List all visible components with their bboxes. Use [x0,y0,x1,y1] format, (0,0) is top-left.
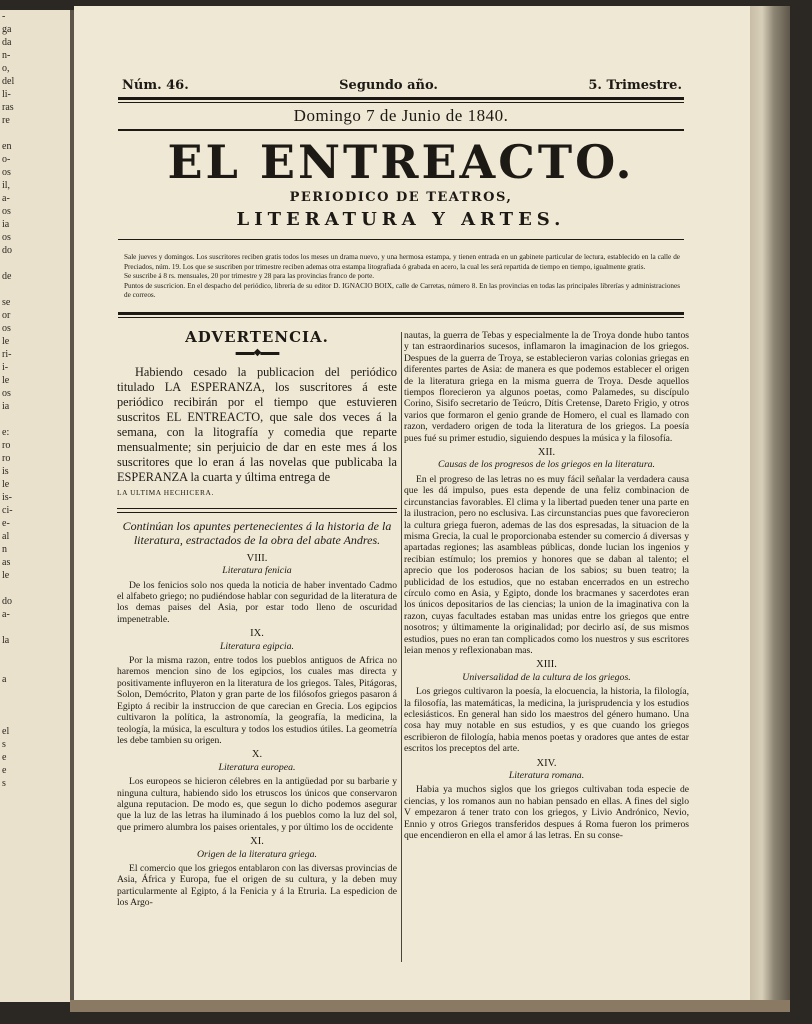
newspaper-subtitle-arts: LITERATURA Y ARTES. [236,209,566,230]
left-page-fragment: do [2,245,12,256]
section-number: XIII. [536,659,557,671]
section-body: Habia ya muchos siglos que los griegos cultivaban toda especie de ciencias, y los romanos aun no habian pensado en ellas. A fines del siglo V empezaron á tener trato con los griegos, y Livio Andrónico, Nevio, Ennio y otros Griegos transferidos despues á Roma fueron los primeros que encendieron en ella el amor á las letras. En su conse- [404,784,689,842]
subscription-notice [124,253,680,301]
section-title: Literatura egipcia. [219,640,295,652]
advert-body [117,365,397,500]
left-column [117,330,397,909]
left-page-fragment: del [2,76,15,87]
left-page-fragment [0,283,70,296]
left-page-fragment: o, [2,63,10,74]
section-number: XI. [250,836,264,848]
left-page-fragment: is- [2,492,12,503]
left-page-fragment [0,712,70,725]
date-rule [118,129,684,131]
advert-text: Habiendo cesado la publicacion del periódico titulado LA ESPERANZA, los suscritores á este periódico recibirán por el tiempo que estuvieren suscritos EL ENTREACTO, que sale dos veces á la semana, con la litografía y comedia que reparte mensualmente; sin perjuicio de dar en este mes á los suscritores que lo eran á las novelas que publicaba la ESPERANZA la cuarta y última entrega de [117,364,397,484]
notice-line-2: Se suscribe á 8 rs. mensuales, 20 por trimestre y 28 para las provincias franco de porte. [124,272,375,281]
left-page-fragment: os [2,206,11,217]
left-page-fragment: e: [2,427,10,438]
left-page-fragment: is [2,466,9,477]
section-number: VIII. [246,552,268,564]
left-page-fragment: le [2,570,10,581]
page-edge-shadow [750,6,790,1002]
left-page-fragment [0,621,70,634]
issue-date: Domingo 7 de Junio de 1840. [293,106,509,125]
left-page-fragment: ci- [2,505,13,516]
left-page-fragment: de [2,271,12,282]
left-page-fragment: e- [2,518,10,529]
left-page-fragment: ras [2,102,14,113]
left-page-fragment: el [2,726,10,737]
left-page-fragment: li- [2,89,11,100]
section-number: IX. [250,628,264,640]
left-page-fragment [0,686,70,699]
left-page-fragment: e [2,765,7,776]
left-page-fragment: n [2,544,7,555]
left-page-fragment [0,257,70,270]
left-page-edge [0,10,72,1002]
section-body: De los fenicios solo nos queda la noticia de haber inventado Cadmo el alfabeto griego; no pudiéndose hablar con seguridad de la literatura de los demas paises del Asia, por estar todo lleno de oscuridad impenetrable. [117,579,397,625]
left-page-fragment: le [2,479,10,490]
section-number: XII. [537,447,556,459]
left-page-fragment: a- [2,609,10,620]
left-page-fragment: re [2,115,10,126]
left-page-fragment: al [2,531,10,542]
publication-year: Segundo año. [339,77,438,93]
masthead-info [122,76,682,94]
newspaper-page [74,6,750,1002]
left-page-fragment: os [2,323,11,334]
left-page-fragment: - [2,11,6,22]
left-page-fragment: ga [2,24,12,35]
left-page-fragment: ro [2,453,11,464]
ornament: ▬▬◆▬▬ [235,347,279,359]
section-rule [117,508,397,509]
section-number: X. [251,749,263,761]
section-number: XIV. [536,757,557,769]
left-page-fragment: as [2,557,11,568]
left-page-fragment: os [2,232,11,243]
section-body: En el progreso de las letras no es muy fácil señalar la verdadera causa que les dá impulso, pues esta depende de una feliz combinacion de circunstancias favorables. El clima y la libertad pueden tener una parte en la ilustracion, pero no esclusiva. Las circunstancias pues que favorecieron la cultura griega fueron, ademas de las dos espresadas, la situacion de la misma Grecia, la cual le proporcionaba estender su comercio á diversas y apartadas regiones; las asambleas públicas, donde lucian los ingenios y recibian estímulo; los premios y honores que se daban al talento; el aprecio que los poderosos hacian de los sabios; su buen teatro; la publicidad de los estudios, que no estaban encerrados en un estrecho círculo como en Asia, y Egipto, donde los bracmanes y sacerdotes eran los únicos depositarios de las ciencias; la union de la imaginativa con la razon, cuyas facultades estaban mas unidas entre los griegos que entre nosotros; y últimamente la originalidad; por decirlo así, de sus mismos estudios, pues no eran tan complicados como los nuestros y sus escritores leian menos y reflexionaban mas. [404,473,689,656]
left-page-fragment: do [2,596,12,607]
notice-line-3: Puntos de suscricion. En el despacho del periódico, librería de su editor D. IGNACIO BOIX, calle de Carretas, número 8. En las provincias en todas las principales librerías y administraciones de correos. [124,281,680,300]
left-page-fragment [0,413,70,426]
newspaper-subtitle: PERIODICO DE TEATROS, [289,190,513,205]
masthead-rule-top [118,97,684,100]
notice-line-1: Sale jueves y domingos. Los suscritores reciben gratis todos los meses un drama nuevo, y una hermosa estampa, y tienen entrada en un gabinete particular de lectura, establecido en la calle de Preciados, núm. 19. Los que se suscriben por trimestre reciben ademas otra estampa litografiada ó grabada en acero, la cual les será repartida de tiempo en tiempo, igualmente gratis. [124,253,680,271]
notice-rule-thin [118,317,684,318]
left-page-fragment [0,582,70,595]
section-rule-thin [117,512,397,513]
section-title: Universalidad de la cultura de los griegos. [462,671,631,683]
left-page-fragment: il, [2,180,11,191]
left-page-fragment: en [2,141,12,152]
left-page-fragment: ia [2,401,10,412]
left-page-fragment: a- [2,193,10,204]
left-page-fragment: la [2,635,10,646]
subtitle-rule [118,239,684,240]
continued-text: nautas, la guerra de Tebas y especialmente la de Troya donde hubo tantos y tan estraordinarios sucesos, inflamaron la imaginacion de los griegos. Despues de la guerra de Troya, se establecieron varias colonias griegas en diferentes partes de Asia: de manera es que podemos establecer el origen de la literatura griega en la misma guerra de Troya. Desde aquellos tiempos florecieron ya algunos poetas, como Palamedes, su discípulo Corino, Sisifo secretario de Teúcro, Dítis Cretense, Dareto Frigio, y otros varios que formaron el genio grande de Homero, el cual es llamado con razon, verdadero origen de toda la literatura de los griegos. La poesía pues fué su primer estudio, siguiendo despues la música y la filosofía. [404,330,689,444]
masthead-rule-top-thin [118,102,684,103]
section-body: Los griegos cultivaron la poesía, la elocuencia, la historia, la filología, la filosofía, las matemáticas, la medicina, la jurisprudencia y los estudios eclesiásticos. En general han sido los maestros del género humano. Una cosa hay muy notable en sus estudios, y es que cuando los griegos escribieron de filología, habia menos poetas y oradores que antes de estar escritos los preceptos del arte. [404,686,689,755]
advert-title: ADVERTENCIA. [185,328,329,346]
left-page-fragment [0,127,70,140]
quarter: 5. Trimestre. [588,77,682,93]
left-page-fragment: ro [2,440,11,451]
notice-rule [118,312,684,315]
series-intro: Continúan los apuntes pertenecientes á la historia de la literatura, estractados de la obra del abate Andres. [122,518,392,547]
left-page-fragment: s [2,739,6,750]
section-title: Origen de la literatura griega. [196,848,317,860]
section-title: Literatura europea. [218,761,296,773]
issue-number: Núm. 46. [122,77,189,93]
left-page-fragment: ri- [2,349,12,360]
left-page-fragment [0,699,70,712]
left-page-fragment: ia [2,219,10,230]
left-page-fragment [0,660,70,673]
right-column [404,330,689,841]
section-body: El comercio que los griegos entablaron con las diversas provincias de Asia, África y Europa, fue el origen de su cultura, y la deben muy particularmente al Egipto, á la Fenicia y á la Etruria. La espedicion de los Argo- [117,862,397,909]
left-page-fragment: i- [2,362,9,373]
section-body: Por la misma razon, entre todos los pueblos antiguos de Africa no haremos mencion sino de los egipcios, los cuales mas directa y positivamente influyeron en la literatura de los griegos. Tales, Pitágoras, Solon, Demócrito, Platon y gran parte de los filósofos griegos pasaron á Egipto á recibir la instruccion de que carecian en Grecia. Los egipcios cultivaron la política, la astronomía, la geografía, la medicina, la teología, la música, la escultura y todos los estudios útiles. La geometría les debe tambien su origen. [117,655,397,746]
section-title: Literatura fenicia [222,565,292,577]
book-bottom-edge [70,1000,790,1012]
section-title: Literatura romana. [508,770,585,782]
newspaper-title: EL ENTREACTO. [167,135,635,189]
left-page-fragment: a [2,674,7,685]
left-page-fragment [0,647,70,660]
left-page-fragment: or [2,310,11,321]
left-page-fragment: se [2,297,11,308]
left-page-fragment: s [2,778,6,789]
left-page-fragment: e [2,752,7,763]
left-page-fragment: os [2,388,11,399]
left-page-fragment: n- [2,50,11,61]
section-title: Causas de los progresos de los griegos en la literatura. [438,459,655,471]
section-body: Los europeos se hicieron célebres en la antigüedad por su barbarie y ninguna cultura, habiendo sido los etruscos los únicos que conservaron alguna reputacion. De modo es, que segun lo dicho podemos asegurar que la luz de las letras ha iluminado á los pueblos como la luz del sol, que primero alumbra los paises orientales, y por último los de occidente [117,776,397,833]
left-page-fragment: le [2,336,10,347]
left-page-fragment: o- [2,154,11,165]
left-page-fragment: da [2,37,12,48]
left-page-fragment: os [2,167,11,178]
advert-tail: LA ULTIMA HECHICERA. [117,487,214,497]
left-page-fragment: le [2,375,10,386]
column-divider [401,332,402,962]
